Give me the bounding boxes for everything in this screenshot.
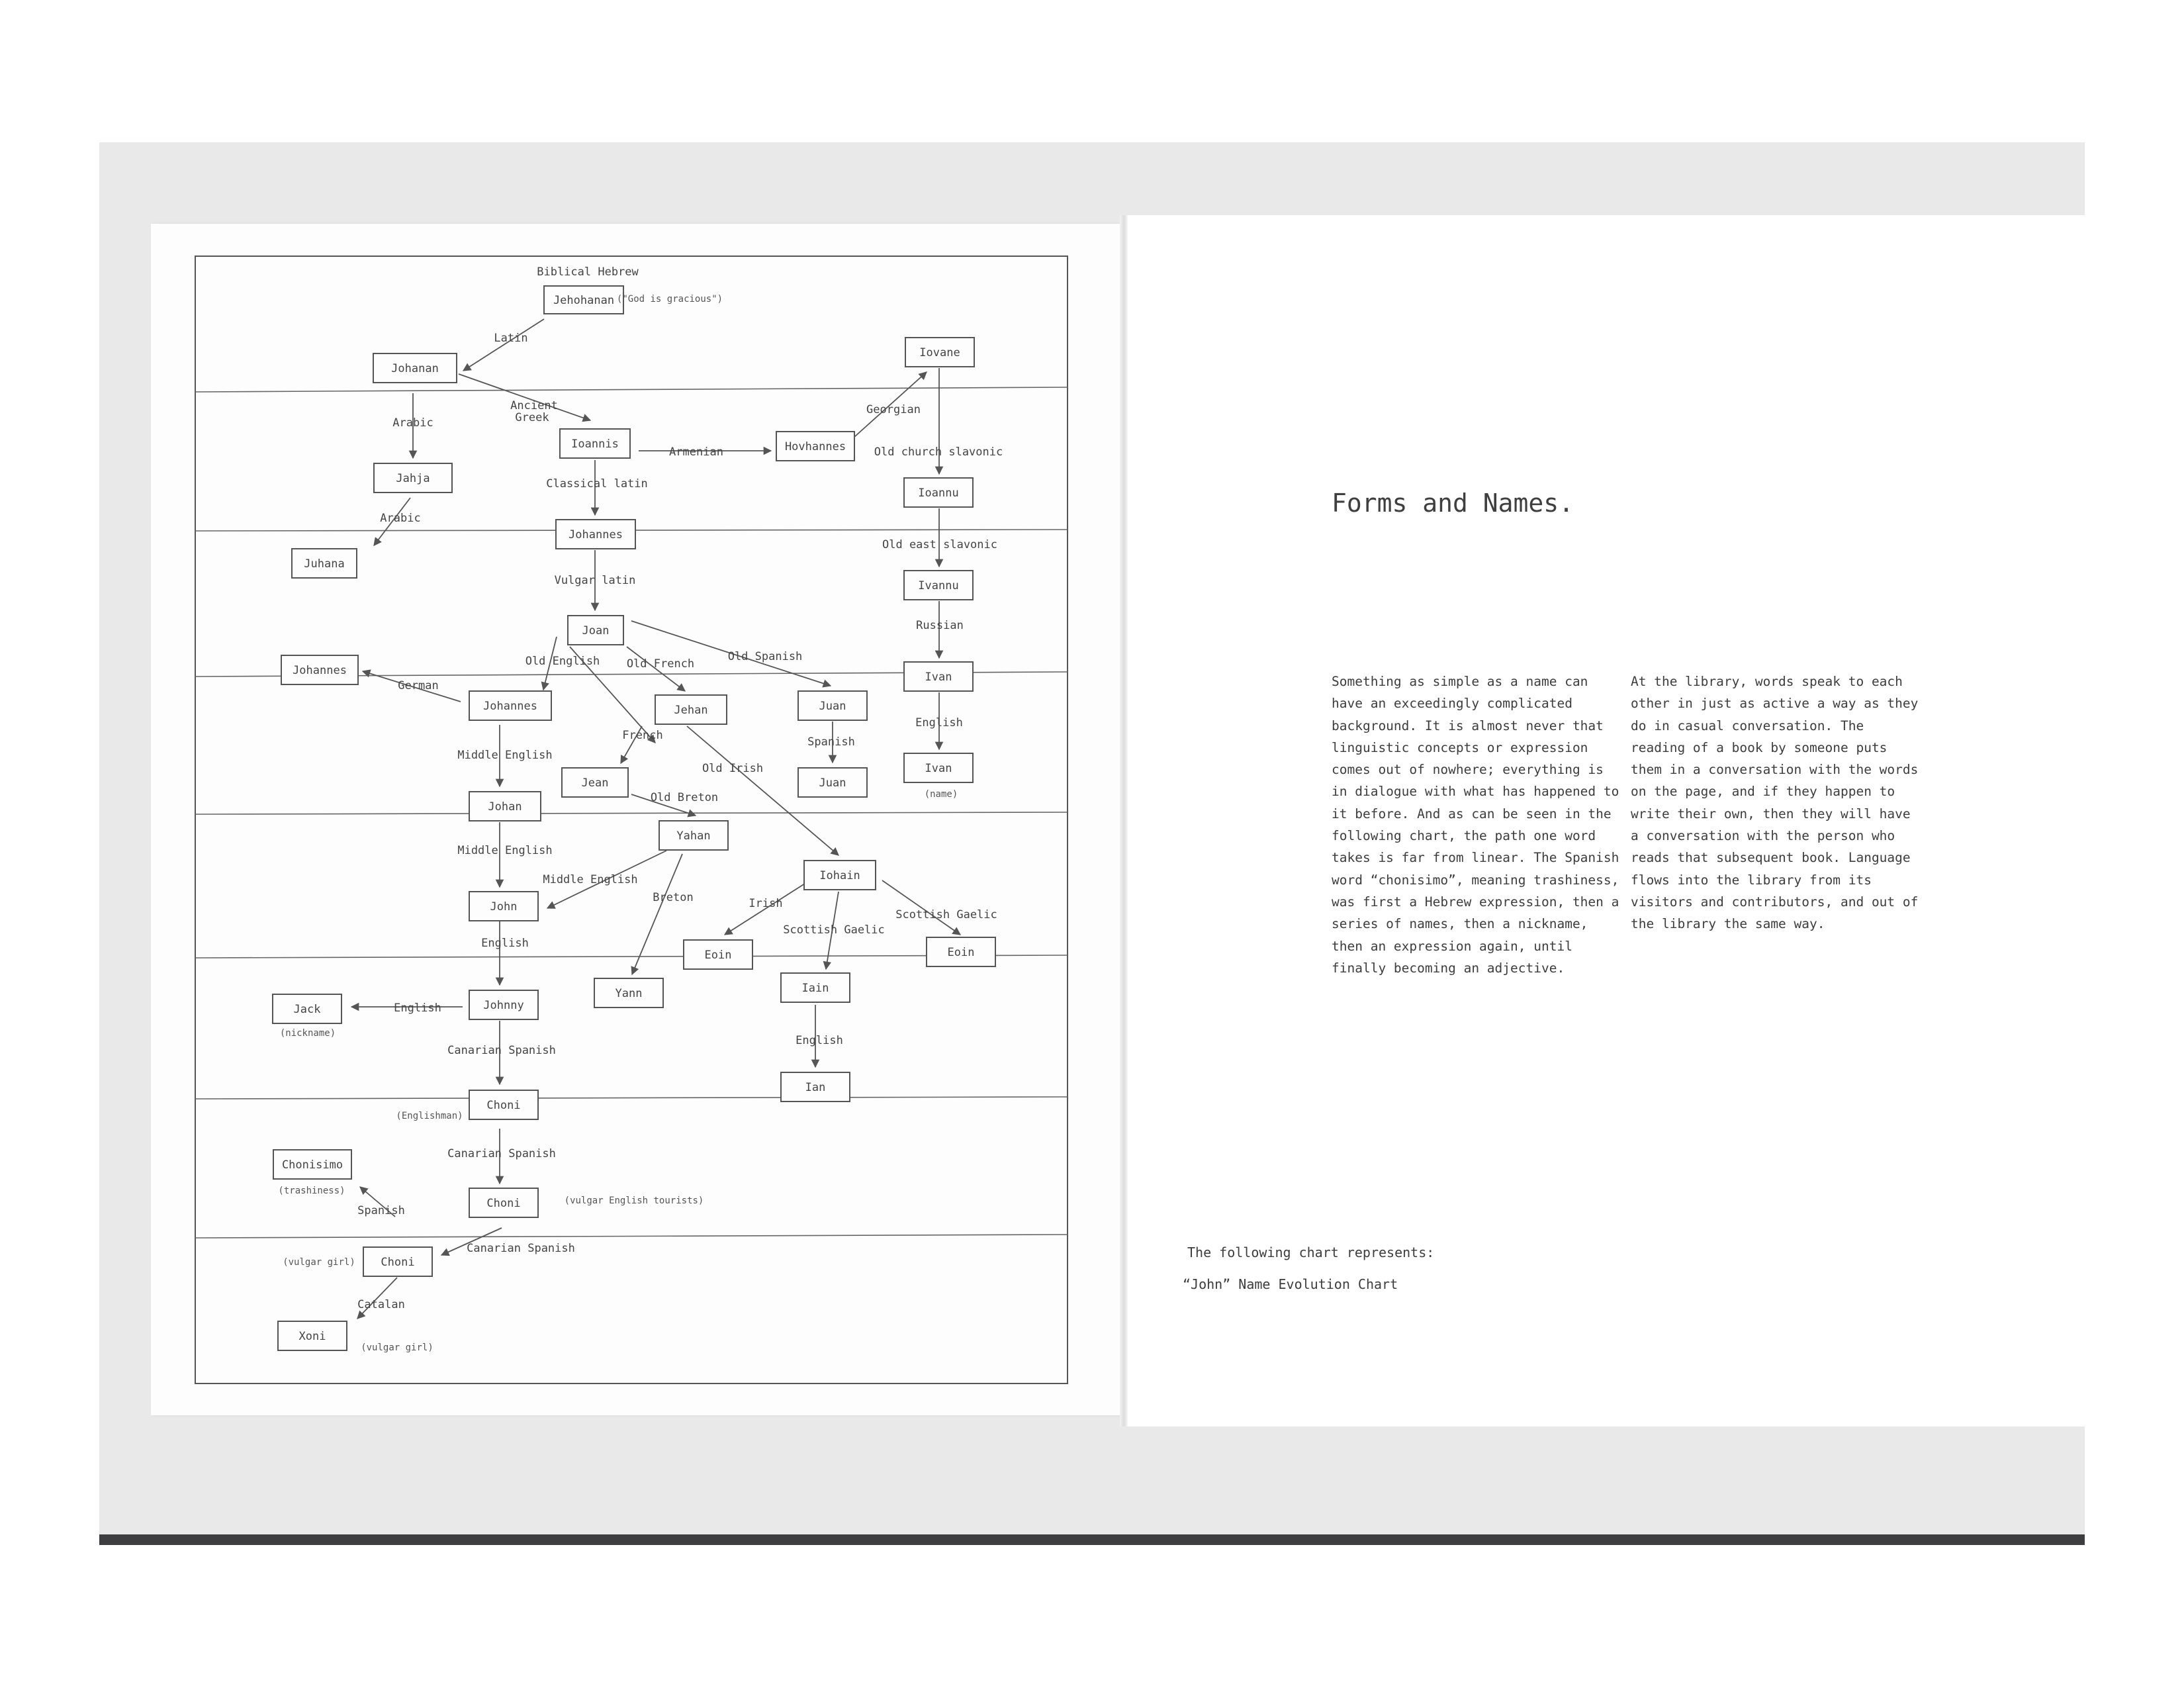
edge-label: Old Spanish: [727, 650, 803, 663]
edge-label: Canarian Spanish: [447, 1147, 556, 1160]
edge-label: English: [915, 716, 963, 729]
name-node-chonisimo: [273, 1150, 351, 1179]
name-node-jehohanan: [544, 286, 623, 314]
page-title: Forms and Names.: [1332, 489, 1574, 518]
name-note: (nickname): [279, 1028, 336, 1039]
name-node-hovhannes: [776, 432, 854, 461]
name-node-ioannis: [560, 429, 630, 458]
svg-text:Yann: Yann: [615, 987, 643, 1000]
name-node-joan: [568, 616, 623, 645]
edge-label: Scottish Gaelic: [783, 923, 885, 937]
edge-label: Old French: [626, 657, 695, 671]
svg-text:Iain: Iain: [801, 982, 829, 995]
svg-text:Iohain: Iohain: [819, 869, 860, 882]
edge-label: Biblical Hebrew: [537, 265, 639, 279]
svg-text:Juan: Juan: [819, 700, 846, 713]
name-node-choni1: [469, 1090, 538, 1119]
name-note: (trashiness): [278, 1186, 345, 1196]
edge-label: Spanish: [357, 1204, 405, 1217]
name-node-iohain: [804, 861, 876, 890]
svg-text:Choni: Choni: [381, 1256, 415, 1269]
name-node-jean: [562, 768, 628, 797]
name-node-ioannu: [904, 478, 973, 507]
name-node-jack: [273, 994, 341, 1023]
edge-label: Latin: [494, 332, 528, 345]
name-node-johanan: [373, 353, 457, 383]
edge-line: [882, 880, 960, 935]
edge-label: Breton: [653, 891, 694, 904]
svg-text:Johannes: Johannes: [569, 528, 623, 541]
edge-label: Scottish Gaelic: [895, 908, 997, 921]
library-paragraph: At the library, words speak to each other in just as active a way as they do in casual conversation. The reading of a book by someone puts them in a conversation with the words on the page, and if they happen to write their own, then they will have a conversation with the person who reads that subsequent book. Language flows into the library from its visitors and contributors, and out of the library the same way.: [1631, 674, 1919, 932]
edge-label: Catalan: [357, 1298, 405, 1311]
name-node-choni2: [469, 1188, 538, 1217]
era-divider: [195, 812, 1068, 814]
svg-text:Ioannu: Ioannu: [918, 487, 959, 500]
name-node-juan2: [798, 768, 867, 797]
edge-label: Middle English: [543, 873, 638, 886]
svg-text:Juhana: Juhana: [304, 557, 345, 571]
chart-caption-intro: The following chart represents:: [1187, 1244, 1435, 1260]
chart-caption-title: “John” Name Evolution Chart: [1183, 1276, 1398, 1292]
edge-label: Old Irish: [702, 762, 764, 775]
era-divider: [195, 1097, 1068, 1099]
name-node-yahan: [659, 821, 728, 850]
svg-text:Jahja: Jahja: [396, 472, 430, 485]
edge-label: Arabic: [392, 416, 433, 430]
edge-label: Canarian Spanish: [447, 1044, 556, 1057]
name-node-john: [469, 892, 538, 921]
name-node-ivan1: [904, 662, 973, 691]
name-note: (vulgar girl): [361, 1342, 433, 1353]
edge-line: [463, 319, 544, 371]
name-note: (name): [924, 789, 958, 800]
edge-label: Old Breton: [650, 791, 719, 804]
name-note: (vulgar English tourists): [564, 1196, 704, 1206]
svg-text:Jehan: Jehan: [674, 704, 708, 717]
era-divider: [195, 387, 1068, 392]
name-node-juhana: [292, 549, 357, 578]
name-node-johnny: [469, 990, 538, 1019]
edge-label: Middle English: [457, 844, 553, 857]
svg-text:Choni: Choni: [486, 1099, 521, 1112]
name-node-johannes1: [556, 520, 635, 549]
name-node-eoin1: [684, 940, 752, 969]
svg-text:Iovane: Iovane: [919, 346, 960, 359]
svg-text:Ivannu: Ivannu: [918, 579, 959, 592]
name-note: (Englishman): [396, 1111, 463, 1121]
svg-text:Jack: Jack: [293, 1003, 321, 1016]
svg-text:Johnny: Johnny: [483, 999, 524, 1012]
svg-text:Ioannis: Ioannis: [571, 438, 619, 451]
svg-text:Hovhannes: Hovhannes: [784, 440, 846, 453]
svg-text:Joan: Joan: [582, 624, 610, 637]
name-node-xoni: [278, 1321, 347, 1350]
edge-label: French: [622, 729, 663, 742]
svg-text:Ivan: Ivan: [925, 762, 952, 775]
era-divider: [195, 1235, 1068, 1238]
edge-label: Spanish: [807, 735, 855, 749]
edge-label: English: [481, 937, 529, 950]
svg-text:Johannes: Johannes: [293, 664, 347, 677]
name-node-johan: [469, 792, 541, 821]
name-node-choni3: [363, 1247, 432, 1276]
svg-text:Xoni: Xoni: [298, 1330, 326, 1343]
svg-text:Jehohanan: Jehohanan: [553, 294, 615, 307]
name-node-johannes2: [469, 691, 551, 720]
edge-label: Old church slavonic: [874, 445, 1003, 459]
edge-label: Ancient: [510, 399, 558, 412]
edge-label: Greek: [515, 411, 549, 424]
name-node-jahja: [374, 463, 452, 492]
svg-text:Yahan: Yahan: [676, 829, 711, 843]
name-node-iovane: [905, 338, 974, 367]
edge-label: Arabic: [380, 512, 421, 525]
edge-label: English: [796, 1034, 843, 1047]
name-node-iain: [781, 973, 850, 1002]
name-node-yann: [594, 978, 663, 1008]
chart-frame: [195, 256, 1068, 1383]
edge-label: German: [398, 679, 439, 692]
edge-label: English: [394, 1002, 441, 1015]
name-note: ("God is gracious"): [616, 294, 723, 305]
edge-label: Armenian: [669, 445, 723, 459]
edge-label: Canarian Spanish: [467, 1242, 575, 1255]
edge-label: Vulgar latin: [554, 574, 636, 587]
svg-text:Juan: Juan: [819, 776, 846, 790]
name-node-ian: [781, 1072, 850, 1102]
edge-label: Classical latin: [546, 477, 648, 491]
intro-paragraph: Something as simple as a name can have an exceedingly complicated background. It is almost never that linguistic concepts or expression comes out of nowhere; everything is in dialogue with what has happened to it before. And as can be seen in the following chart, the path one word takes is far from linear. The Spanish word “chonisimo”, meaning trashiness, was first a Hebrew expression, then a series of names, then a nickname, then an expression again, until finally becoming an adjective.: [1332, 674, 1619, 976]
svg-text:Johannes: Johannes: [483, 700, 537, 713]
name-node-johannes_de: [281, 655, 358, 684]
name-node-jehan: [655, 695, 727, 724]
svg-text:Choni: Choni: [486, 1197, 521, 1210]
svg-text:Jean: Jean: [581, 776, 609, 790]
svg-text:Chonisimo: Chonisimo: [281, 1158, 343, 1172]
edge-label: Russian: [916, 619, 964, 632]
edge-label: Irish: [749, 897, 783, 910]
name-node-eoin2: [927, 937, 995, 966]
edge-label: Old east slavonic: [882, 538, 997, 551]
svg-text:Ian: Ian: [805, 1081, 826, 1094]
name-note: (vulgar girl): [283, 1257, 355, 1268]
svg-text:Eoin: Eoin: [704, 949, 732, 962]
name-node-ivan2: [904, 753, 973, 782]
name-node-juan1: [798, 691, 867, 720]
svg-text:Ivan: Ivan: [925, 671, 952, 684]
svg-text:John: John: [490, 900, 518, 914]
edge-label: Old English: [525, 655, 600, 668]
svg-text:Eoin: Eoin: [947, 946, 975, 959]
edge-label: Middle English: [457, 749, 553, 762]
svg-text:Johan: Johan: [488, 800, 522, 814]
edge-label: Georgian: [866, 403, 921, 416]
name-node-ivannu: [904, 571, 973, 600]
svg-text:Johanan: Johanan: [391, 362, 439, 375]
